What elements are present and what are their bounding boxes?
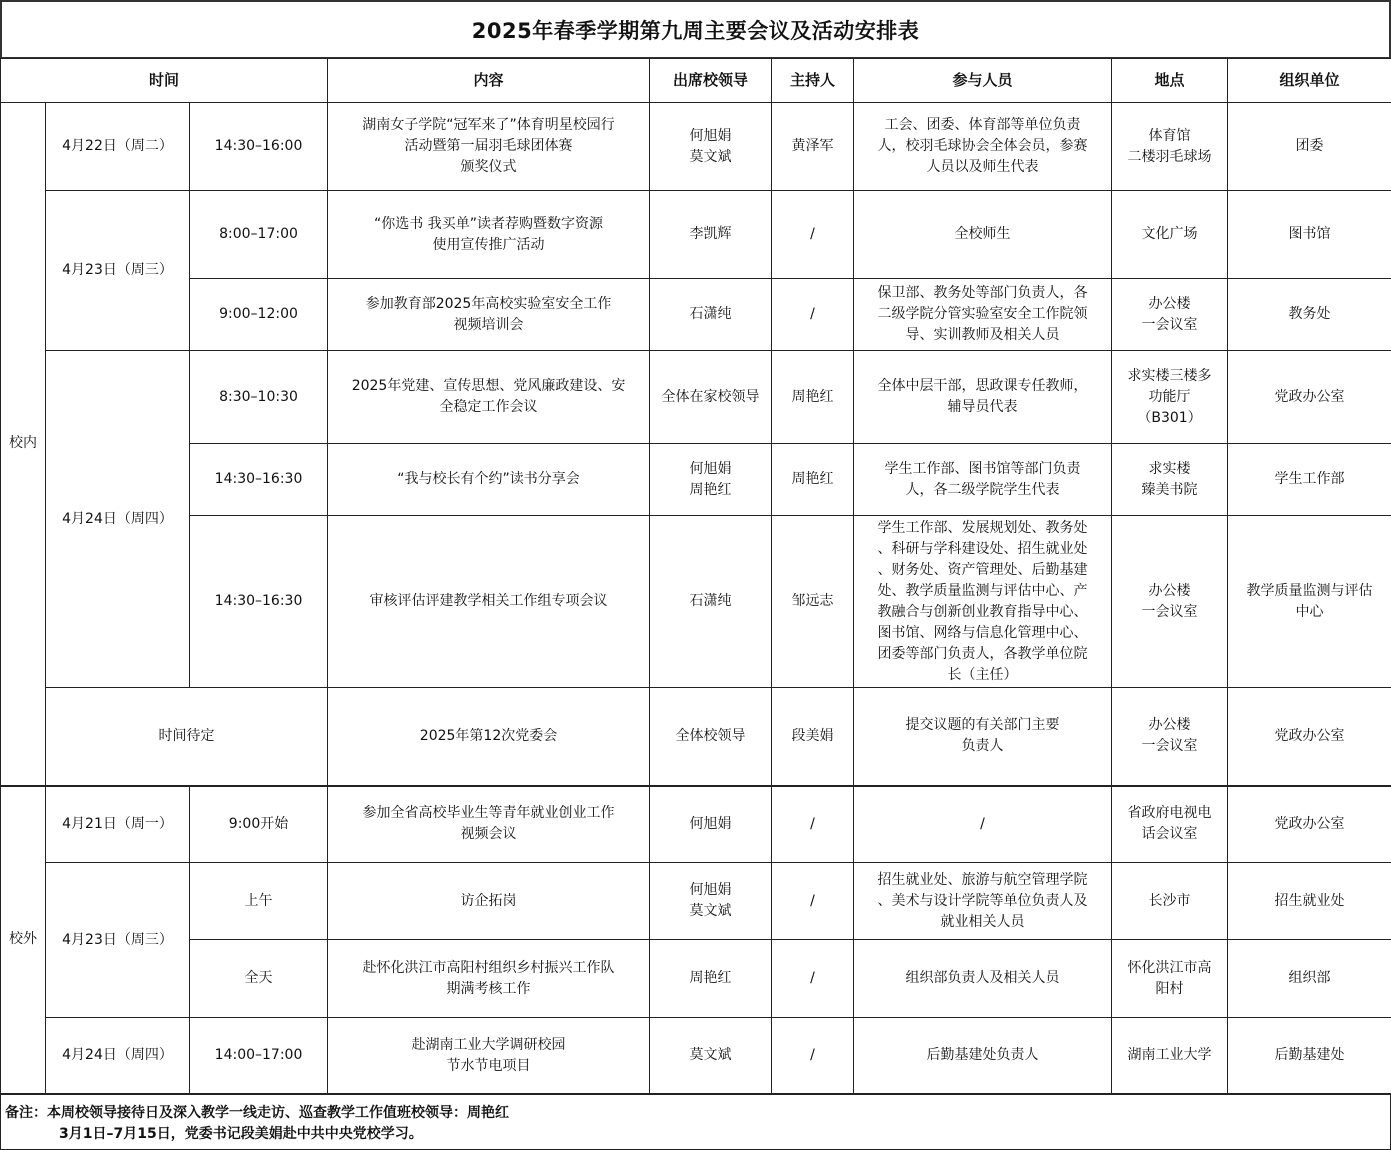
header-organizer: 组织单位	[1228, 59, 1391, 103]
host-cell: /	[772, 279, 854, 351]
leader-cell: 何旭娟 莫文斌	[650, 863, 772, 940]
zone-on-campus: 校内	[1, 103, 46, 786]
location-cell: 文化广场	[1112, 191, 1228, 279]
organizer-cell: 团委	[1228, 103, 1391, 191]
location-cell: 省政府电视电 话会议室	[1112, 786, 1228, 863]
organizer-cell: 招生就业处	[1228, 863, 1391, 940]
content-cell: 2025年第12次党委会	[328, 688, 650, 786]
host-cell: 段美娟	[772, 688, 854, 786]
location-cell: 怀化洪江市高 阳村	[1112, 940, 1228, 1018]
header-row	[1, 59, 1391, 103]
time-cell: 14:30–16:30	[190, 516, 328, 688]
location-cell: 体育馆 二楼羽毛球场	[1112, 103, 1228, 191]
participants-cell: 学生工作部、发展规划处、教务处 、科研与学科建设处、招生就业处 、财务处、资产管理处、后勤基建 处、教学质量监测与评估中心、产 教融合与创新创业教育指导中心、 图书馆、网络与信息化管理中心、 团委等部门负责人，各教学单位院 长（主任）	[854, 516, 1112, 688]
organizer-cell: 教学质量监测与评估 中心	[1228, 516, 1391, 688]
content-cell: “我与校长有个约”读书分享会	[328, 444, 650, 516]
time-cell: 8:00–17:00	[190, 191, 328, 279]
notes-line-2: 3月1日–7月15日，党委书记段美娟赴中共中央党校学习。	[59, 1126, 423, 1142]
organizer-cell: 后勤基建处	[1228, 1018, 1391, 1094]
time-cell: 全天	[190, 940, 328, 1018]
header-participants: 参与人员	[854, 59, 1112, 103]
participants-cell: 招生就业处、旅游与航空管理学院 、美术与设计学院等单位负责人及 就业相关人员	[854, 863, 1112, 940]
host-cell: /	[772, 863, 854, 940]
time-cell: 上午	[190, 863, 328, 940]
table-row	[1, 786, 1391, 863]
leader-cell: 何旭娟 莫文斌	[650, 103, 772, 191]
schedule-table	[0, 58, 1391, 1094]
header-location: 地点	[1112, 59, 1228, 103]
header-host: 主持人	[772, 59, 854, 103]
location-cell: 求实楼 臻美书院	[1112, 444, 1228, 516]
host-cell: 邹远志	[772, 516, 854, 688]
time-cell: 9:00–12:00	[190, 279, 328, 351]
organizer-cell: 组织部	[1228, 940, 1391, 1018]
participants-cell: 组织部负责人及相关人员	[854, 940, 1112, 1018]
participants-cell: /	[854, 786, 1112, 863]
participants-cell: 保卫部、教务处等部门负责人，各 二级学院分管实验室安全工作院领 导、实训教师及相关人员	[854, 279, 1112, 351]
participants-cell: 提交议题的有关部门主要 负责人	[854, 688, 1112, 786]
leader-cell: 李凯辉	[650, 191, 772, 279]
organizer-cell: 图书馆	[1228, 191, 1391, 279]
participants-cell: 全体中层干部，思政课专任教师， 辅导员代表	[854, 351, 1112, 444]
content-cell: 参加教育部2025年高校实验室安全工作 视频培训会	[328, 279, 650, 351]
host-cell: /	[772, 191, 854, 279]
location-cell: 湖南工业大学	[1112, 1018, 1228, 1094]
content-cell: 访企拓岗	[328, 863, 650, 940]
content-cell: 参加全省高校毕业生等青年就业创业工作 视频会议	[328, 786, 650, 863]
leader-cell: 周艳红	[650, 940, 772, 1018]
table-row	[1, 444, 1391, 516]
organizer-cell: 党政办公室	[1228, 351, 1391, 444]
content-cell: 审核评估评建教学相关工作组专项会议	[328, 516, 650, 688]
time-cell: 9:00开始	[190, 786, 328, 863]
time-cell: 14:30–16:00	[190, 103, 328, 191]
organizer-cell: 党政办公室	[1228, 786, 1391, 863]
host-cell: /	[772, 940, 854, 1018]
location-cell: 办公楼 一会议室	[1112, 279, 1228, 351]
location-cell: 办公楼 一会议室	[1112, 516, 1228, 688]
table-row	[1, 103, 1391, 191]
location-cell: 长沙市	[1112, 863, 1228, 940]
leader-cell: 石潇纯	[650, 279, 772, 351]
table-row	[1, 688, 1391, 786]
content-cell: 赴怀化洪江市高阳村组织乡村振兴工作队 期满考核工作	[328, 940, 650, 1018]
organizer-cell: 教务处	[1228, 279, 1391, 351]
content-cell: 赴湖南工业大学调研校园 节水节电项目	[328, 1018, 650, 1094]
host-cell: /	[772, 1018, 854, 1094]
time-cell: 14:00–17:00	[190, 1018, 328, 1094]
table-row	[1, 1018, 1391, 1094]
notes-block	[0, 1093, 1391, 1150]
header-leader: 出席校领导	[650, 59, 772, 103]
content-cell: “你选书 我买单”读者荐购暨数字资源 使用宣传推广活动	[328, 191, 650, 279]
organizer-cell: 党政办公室	[1228, 688, 1391, 786]
host-cell: 黄泽军	[772, 103, 854, 191]
table-row	[1, 863, 1391, 940]
participants-cell: 全校师生	[854, 191, 1112, 279]
participants-cell: 后勤基建处负责人	[854, 1018, 1112, 1094]
host-cell: 周艳红	[772, 444, 854, 516]
date-cell: 4月22日（周二）	[46, 103, 190, 191]
table-row	[1, 279, 1391, 351]
leader-cell: 石潇纯	[650, 516, 772, 688]
leader-cell: 全体在家校领导	[650, 351, 772, 444]
participants-cell: 工会、团委、体育部等单位负责 人，校羽毛球协会全体会员，参赛 人员以及师生代表	[854, 103, 1112, 191]
location-cell: 求实楼三楼多 功能厅 （B301）	[1112, 351, 1228, 444]
date-cell: 4月23日（周三）	[46, 863, 190, 1018]
location-cell: 办公楼 一会议室	[1112, 688, 1228, 786]
content-cell: 湖南女子学院“冠军来了”体育明星校园行 活动暨第一届羽毛球团体赛 颁奖仪式	[328, 103, 650, 191]
header-content: 内容	[328, 59, 650, 103]
time-cell: 14:30–16:30	[190, 444, 328, 516]
table-row	[1, 351, 1391, 444]
date-cell: 4月24日（周四）	[46, 351, 190, 688]
participants-cell: 学生工作部、图书馆等部门负责 人，各二级学院学生代表	[854, 444, 1112, 516]
date-cell: 4月21日（周一）	[46, 786, 190, 863]
header-time: 时间	[1, 59, 328, 103]
content-cell: 2025年党建、宣传思想、党风廉政建设、安 全稳定工作会议	[328, 351, 650, 444]
table-row	[1, 940, 1391, 1018]
organizer-cell: 学生工作部	[1228, 444, 1391, 516]
host-cell: /	[772, 786, 854, 863]
leader-cell: 何旭娟	[650, 786, 772, 863]
table-row	[1, 191, 1391, 279]
leader-cell: 何旭娟 周艳红	[650, 444, 772, 516]
date-cell: 时间待定	[46, 688, 328, 786]
zone-off-campus: 校外	[1, 786, 46, 1094]
date-cell: 4月23日（周三）	[46, 191, 190, 351]
leader-cell: 莫文斌	[650, 1018, 772, 1094]
time-cell: 8:30–10:30	[190, 351, 328, 444]
leader-cell: 全体校领导	[650, 688, 772, 786]
host-cell: 周艳红	[772, 351, 854, 444]
table-row	[1, 516, 1391, 688]
page-title: 2025年春季学期第九周主要会议及活动安排表	[0, 0, 1391, 58]
notes-line-1: 备注：本周校领导接待日及深入教学一线走访、巡查教学工作值班校领导：周艳红	[5, 1105, 509, 1121]
date-cell: 4月24日（周四）	[46, 1018, 190, 1094]
